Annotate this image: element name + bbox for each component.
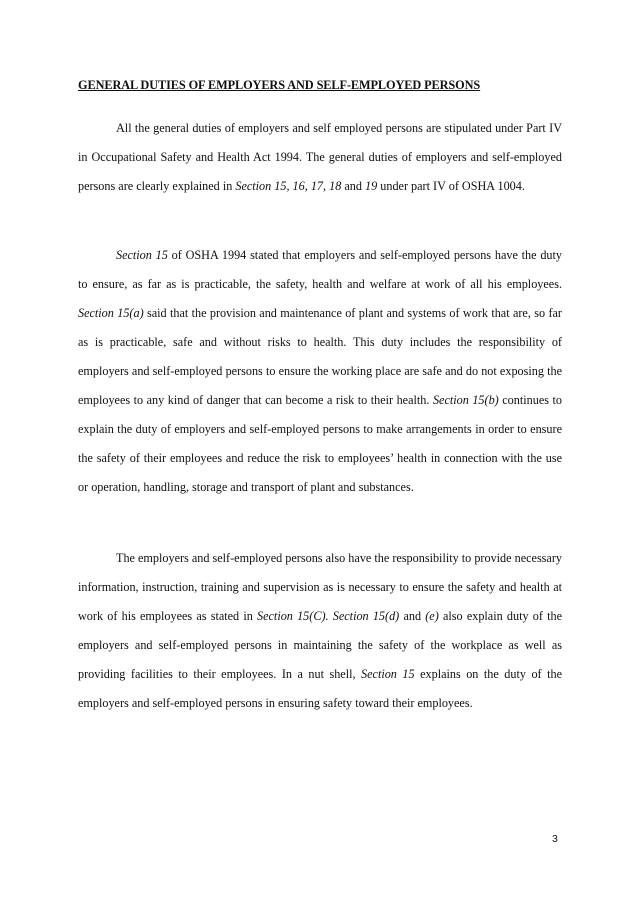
section-reference: Section 15 — [116, 248, 168, 262]
section-reference: Section 15(b) — [432, 393, 499, 407]
section-reference: Section 15 — [361, 667, 415, 681]
section-reference: 19 — [365, 179, 378, 193]
paragraph-text: and — [399, 609, 426, 623]
page-number: 3 — [552, 833, 558, 845]
paragraph-text: The employers and self-employed persons also have the responsibility to provide necessary information, instruction, training and supervision as is necessary to ensure the safety and health at work of his employees as stated in — [78, 551, 562, 623]
paragraph-text: of OSHA 1994 stated that employers and self-employed persons have the duty to ensure, as far as is practicable, the safety, health and welfare at work of all his employees. — [78, 248, 562, 291]
section-heading: GENERAL DUTIES OF EMPLOYERS AND SELF-EMPLOYED PERSONS — [78, 78, 481, 92]
paragraph-3 — [78, 544, 562, 718]
section-reference: Section 15(C). Section 15(d) — [257, 609, 400, 623]
paragraph-text: continues to explain the duty of employers and self-employed persons to make arrangements in order to ensure the safety of their employees and reduce the risk to employees’ health in connection with the use or operation, handling, storage and transport of plant and substances. — [78, 393, 562, 494]
section-reference: Section 15, 16, 17, 18 — [235, 179, 342, 193]
paragraph-text: All the general duties of employers and self employed persons are stipulated under Part IV in Occupational Safety and Health Act 1994. The general duties of employers and self-employed persons are clearly explained in — [78, 121, 562, 193]
paragraph-text: also explain duty of the employers and self-employed persons in maintaining the safety of the workplace as well as providing facilities to their employees. In a nut shell, — [78, 609, 562, 681]
section-reference: Section 15(a) — [78, 306, 144, 320]
paragraph-text: said that the provision and maintenance of plant and systems of work that are, so far as is practicable, safe and without risks to health. This duty includes the responsibility of employers and self-employed persons to ensure the working place are safe and do not exposing the employees to any kind of danger that can become a risk to their health. — [78, 306, 562, 407]
paragraph-1 — [78, 114, 562, 201]
paragraph-2 — [78, 241, 562, 502]
paragraph-text: and — [341, 179, 366, 193]
section-reference: (e) — [425, 609, 439, 623]
paragraph-text: explains on the duty of the employers and self-employed persons in ensuring safety toward their employees. — [78, 667, 562, 710]
paragraph-text: under part IV of OSHA 1004. — [377, 179, 525, 193]
